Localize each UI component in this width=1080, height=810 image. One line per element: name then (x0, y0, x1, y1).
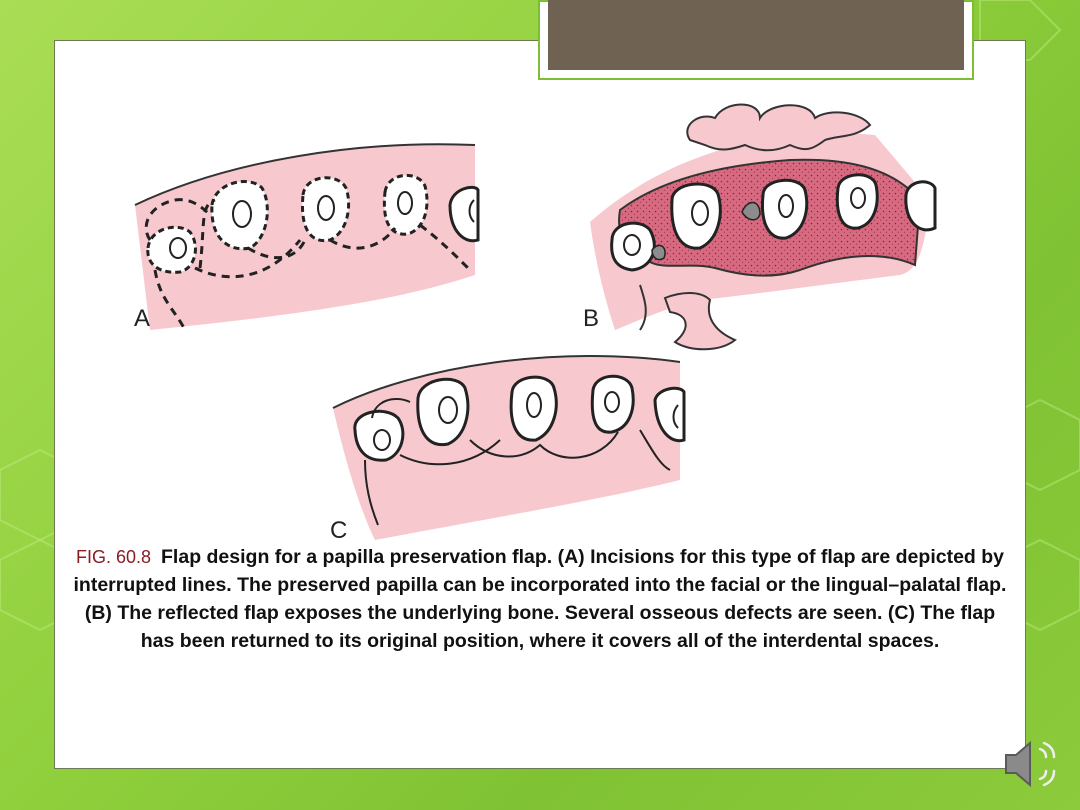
panel-label-b: B (583, 305, 600, 332)
figure-caption-label: FIG. 60.8 (75, 547, 152, 567)
figure-caption (70, 543, 1010, 655)
flap-design-figure (54, 40, 1026, 560)
panel-label-a: A (134, 305, 151, 332)
panel-b-illustration (583, 105, 935, 350)
panel-label-c: C (330, 517, 348, 544)
panel-c-illustration (330, 356, 684, 544)
figure-caption-text: Flap design for a papilla preservation flap. (A) Incisions for this type of flap are depicted by interrupted lines. The preserved papilla can be incorporated into the facial or the lingual–palatal flap. (B) The reflected flap exposes the underlying bone. Several osseous defects are seen. (C) The flap has been returned to its original position, where it covers all of the interdental spaces. (73, 546, 1007, 652)
speaker-icon[interactable] (1000, 735, 1064, 793)
panel-a-illustration (134, 144, 478, 332)
